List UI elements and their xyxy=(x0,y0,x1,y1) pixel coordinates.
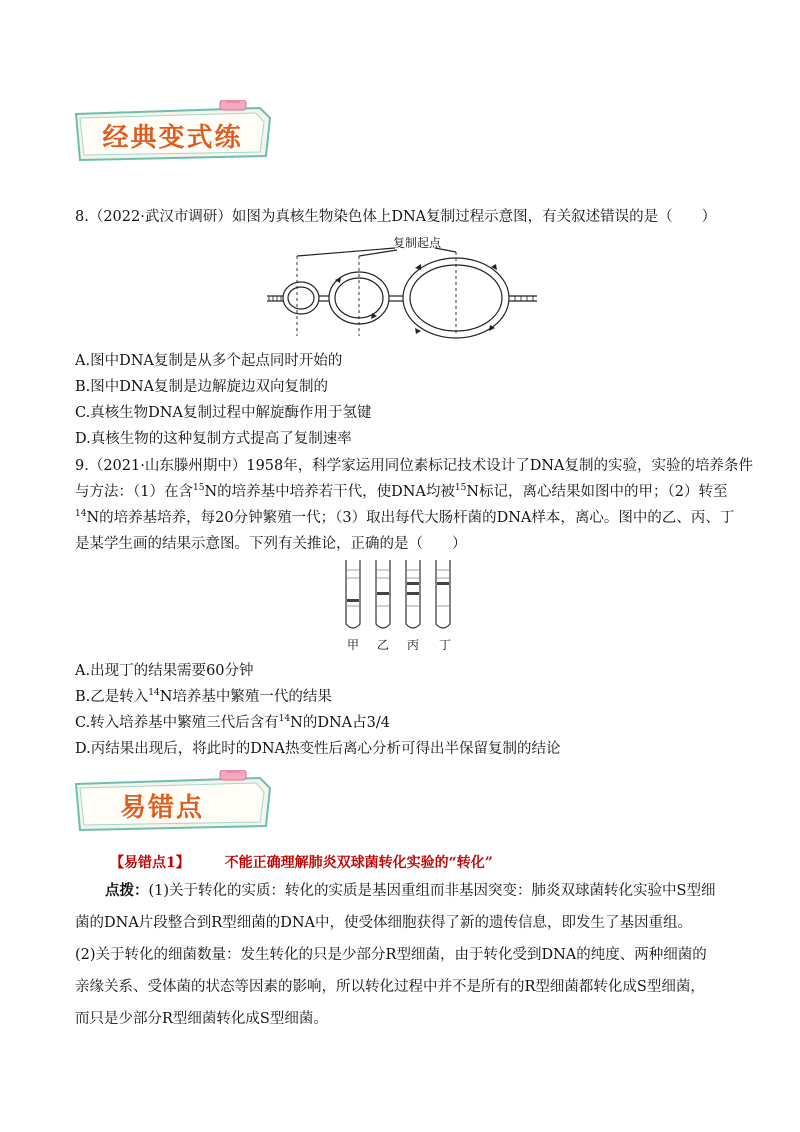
tip-label: 点拨： xyxy=(105,882,149,899)
tube-label-jia: 甲 xyxy=(347,638,360,652)
centrifuge-tubes-figure xyxy=(340,556,465,656)
q9-option-b: B.乙是转入$^{14}$N培养基中繁殖一代的结果 xyxy=(75,688,332,705)
error1-p1-line2: 菌的DNA片段整合到R型细菌的DNA中，使受体细胞获得了新的遗传信息，即发生了基因重组。 xyxy=(75,915,692,931)
q8-stem: 8.（2022·武汉市调研）如图为真核生物染色体上DNA复制过程示意图，有关叙述错误的是（ ） xyxy=(75,209,717,225)
section-banner-variation xyxy=(70,100,275,166)
tubes-diagram xyxy=(340,556,465,636)
error1-p2-line1: (2)关于转化的细菌数量：发生转化的只是少部分R型细菌，由于转化受到DNA的纯度、两种细菌的 xyxy=(75,947,707,963)
tube-label-yi: 乙 xyxy=(377,638,390,652)
section-banner-error-points xyxy=(70,770,275,836)
error-point-tag: 【易错点1】 xyxy=(110,855,190,871)
tube-jia-band-heavy xyxy=(347,599,359,602)
dna-replication-figure xyxy=(265,232,540,342)
q8-option-a: A.图中DNA复制是从多个起点同时开始的 xyxy=(75,353,343,369)
tube-label-ding: 丁 xyxy=(439,638,452,652)
q9-stem-line2: 与方法：（1）在含$^{15}$N的培养基中培养若干代，使DNA均被$^{15}$N标记，离心结果如图中的甲；（2）转至 xyxy=(75,483,728,500)
tube-bing-band-light xyxy=(407,582,419,585)
tube-bing-band-hybrid xyxy=(407,592,419,595)
error-point-heading xyxy=(110,852,760,874)
q9-stem-line3: $^{14}$N的培养基培养，每20分钟繁殖一代；（3）取出每代大肠杆菌的DNA样本，离心。图中的乙、丙、丁 xyxy=(75,509,735,526)
error1-p2-line2: 亲缘关系、受体菌的状态等因素的影响，所以转化过程中并不是所有的R型细菌都转化成S型细菌， xyxy=(75,979,705,995)
q9-option-d: D.丙结果出现后，将此时的DNA热变性后离心分析可得出半保留复制的结论 xyxy=(75,741,561,757)
banner-title: 经典变式练 xyxy=(102,122,243,153)
q8-option-b: B.图中DNA复制是边解旋边双向复制的 xyxy=(75,379,329,395)
error-point-title: 不能正确理解肺炎双球菌转化实验的“转化” xyxy=(224,855,493,871)
tube-yi-band-hybrid xyxy=(377,592,389,595)
error1-p1-line1: 点拨：(1)关于转化的实质：转化的实质是基因重组而非基因突变：肺炎双球菌转化实验中S型细 xyxy=(105,882,716,899)
q9-option-a: A.出现丁的结果需要60分钟 xyxy=(75,663,254,679)
q8-option-d: D.真核生物的这种复制方式提高了复制速率 xyxy=(75,431,352,447)
q9-option-c: C.转入培养基中繁殖三代后含有$^{14}$N的DNA占3/4 xyxy=(75,714,390,731)
tube-label-bing: 丙 xyxy=(407,638,420,652)
replication-origin-label: 复制起点 xyxy=(393,236,442,250)
error1-p2-line3: 而只是少部分R型细菌转化成S型细菌。 xyxy=(75,1011,328,1027)
q8-option-c: C.真核生物DNA复制过程中解旋酶作用于氢键 xyxy=(75,405,372,421)
tube-ding-band-light xyxy=(437,582,449,585)
q9-stem-line1: 9.（2021·山东滕州期中）1958年，科学家运用同位素标记技术设计了DNA复制的实验，实验的培养条件 xyxy=(75,458,754,474)
tube-labels xyxy=(340,636,465,654)
q9-stem-line4: 是某学生画的结果示意图。下列有关推论，正确的是（ ） xyxy=(75,536,467,552)
banner-title: 易错点 xyxy=(120,792,205,823)
